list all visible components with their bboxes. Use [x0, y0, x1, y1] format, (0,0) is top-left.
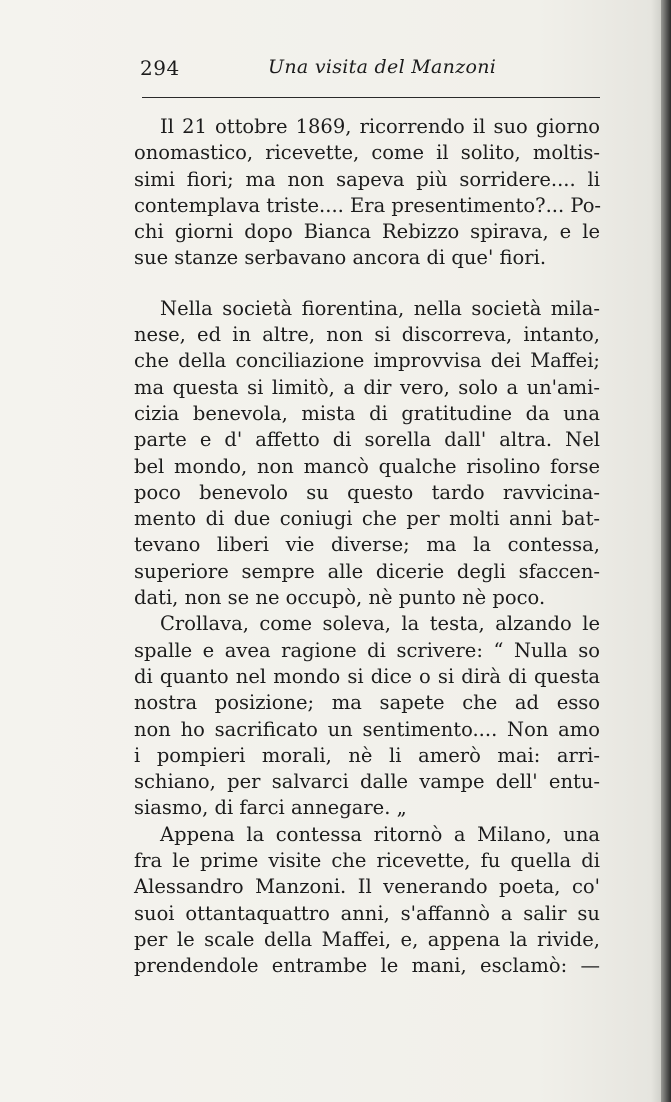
text-line: suoi ottantaquattro anni, s'affannò a salir su — [134, 901, 600, 925]
page-header — [140, 56, 600, 86]
text-line: bel mondo, non mancò qualche risolino forse — [134, 454, 600, 478]
page-edge-shadow — [661, 0, 671, 1102]
text-line: onomastico, ricevette, come il solito, moltis- — [134, 141, 600, 165]
text-line: Nella società fiorentina, nella società mila- — [160, 296, 600, 320]
page-number: 294 — [140, 56, 180, 80]
text-line: parte e d' affetto di sorella dall' altra. Nel — [134, 428, 600, 452]
paragraph-4 — [134, 822, 600, 980]
text-line: fra le prime visite che ricevette, fu quella di — [134, 849, 600, 873]
text-line: mento di due coniugi che per molti anni bat- — [134, 507, 600, 531]
running-title: Una visita del Manzoni — [268, 56, 497, 78]
text-line: ma questa si limitò, a dir vero, solo a un'ami- — [134, 375, 600, 399]
text-line: spalle e avea ragione di scrivere: “ Nulla so — [134, 638, 600, 662]
text-line: i pompieri morali, nè li amerò mai: arri- — [134, 743, 600, 767]
text-line: contemplava triste.... Era presentimento?... Po- — [134, 193, 602, 217]
text-line: chi giorni dopo Bianca Rebizzo spirava, e le — [134, 220, 600, 244]
text-line: prendendole entrambe le mani, esclamò: — — [134, 954, 600, 978]
paragraph-3 — [134, 611, 600, 821]
body-text — [134, 114, 600, 980]
text-line: non ho sacrificato un sentimento.... Non amo — [134, 717, 600, 741]
text-line: superiore sempre alle dicerie degli sfaccen- — [134, 559, 600, 583]
paragraph-2 — [134, 296, 600, 612]
text-line: dati, non se ne occupò, nè punto nè poco. — [134, 586, 546, 610]
text-line: nese, ed in altre, non si discorreva, intanto, — [134, 323, 600, 347]
text-line: Alessandro Manzoni. Il venerando poeta, co' — [134, 875, 600, 899]
text-line: tevano liberi vie diverse; ma la contessa, — [134, 533, 600, 557]
text-line: nostra posizione; ma sapete che ad esso — [134, 691, 600, 715]
header-rule — [142, 97, 600, 98]
text-line: per le scale della Maffei, e, appena la rivide, — [134, 927, 600, 951]
text-line: poco benevolo su questo tardo ravvicina- — [134, 480, 600, 504]
text-line: Il 21 ottobre 1869, ricorrendo il suo giorno — [160, 115, 600, 138]
text-line: schiano, per salvarci dalle vampe dell' entu- — [134, 770, 600, 794]
text-line: siasmo, di farci annegare. „ — [134, 796, 407, 820]
text-line: Crollava, come soleva, la testa, alzando le — [160, 612, 600, 636]
text-line: Appena la contessa ritornò a Milano, una — [160, 822, 600, 846]
text-line: simi fiori; ma non sapeva più sorridere.... li — [134, 167, 600, 191]
paragraph-1 — [134, 114, 600, 272]
text-line: che della conciliazione improvvisa dei Maffei; — [134, 349, 600, 373]
text-line: cizia benevola, mista di gratitudine da una — [134, 401, 600, 425]
text-line: sue stanze serbavano ancora di que' fiori. — [134, 246, 547, 270]
text-line: di quanto nel mondo si dice o si dirà di questa — [134, 664, 600, 688]
